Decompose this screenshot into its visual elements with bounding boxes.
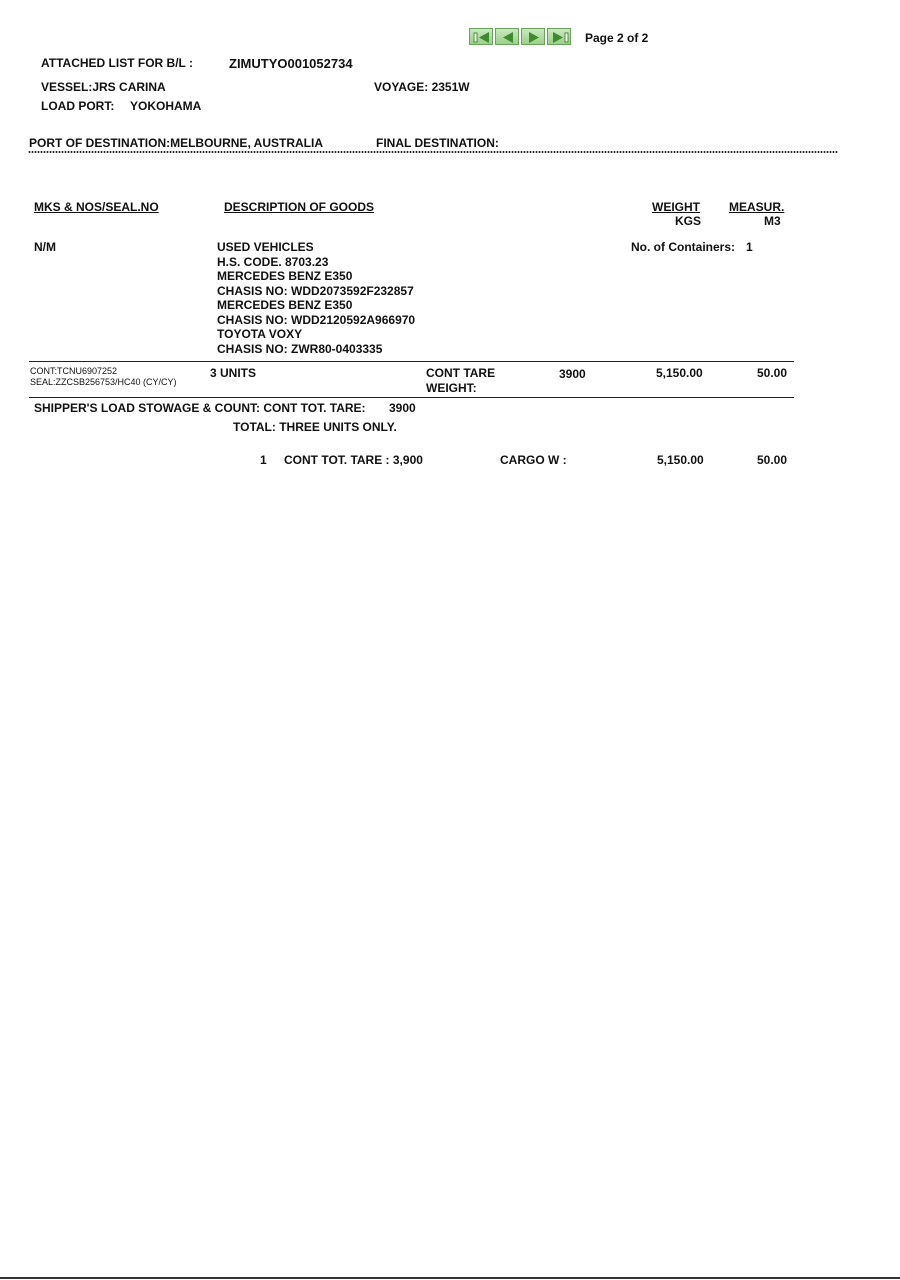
cont-tare-label-weight: WEIGHT: bbox=[426, 381, 477, 395]
goods-line: MERCEDES BENZ E350 bbox=[217, 269, 353, 283]
port-of-destination: PORT OF DESTINATION:MELBOURNE, AUSTRALIA bbox=[29, 136, 323, 150]
row-divider-top bbox=[29, 361, 794, 362]
goods-line: H.S. CODE. 8703.23 bbox=[217, 254, 329, 269]
goods-description bbox=[217, 240, 415, 356]
col-header-measure-unit: M3 bbox=[764, 214, 781, 228]
next-page-icon bbox=[522, 29, 546, 46]
cargo-marks: N/M bbox=[34, 240, 56, 254]
goods-line: MERCEDES BENZ E350 bbox=[217, 298, 353, 312]
last-page-icon bbox=[548, 29, 572, 46]
load-port: YOKOHAMA bbox=[130, 99, 202, 113]
row-divider-bottom bbox=[29, 397, 794, 398]
dotted-divider bbox=[28, 150, 838, 154]
pager-controls bbox=[469, 28, 571, 45]
col-header-marks: MKS & NOS/SEAL.NO bbox=[34, 200, 159, 214]
goods-line: CHASIS NO: WDD2120592A966970 bbox=[217, 312, 416, 327]
prev-page-icon bbox=[496, 29, 520, 46]
containers-label: No. of Containers: bbox=[631, 240, 735, 254]
stowage-value: 3900 bbox=[389, 401, 416, 415]
total-count: 1 bbox=[260, 453, 267, 467]
cargo-weight-label: CARGO W : bbox=[500, 453, 567, 467]
container-measure: 50.00 bbox=[757, 366, 788, 380]
bl-number: ZIMUTYO001052734 bbox=[229, 56, 353, 71]
vessel: VESSEL:JRS CARINA bbox=[41, 80, 166, 94]
final-destination: FINAL DESTINATION: bbox=[376, 136, 499, 150]
col-header-weight-unit: KGS bbox=[675, 214, 702, 228]
container-weight: 5,150.00 bbox=[656, 366, 703, 380]
total-measure: 50.00 bbox=[757, 453, 788, 467]
stowage-label: SHIPPER'S LOAD STOWAGE & COUNT: CONT TOT. TARE: bbox=[34, 401, 366, 415]
first-page-button[interactable] bbox=[469, 28, 493, 45]
seal-number: SEAL:ZZCSB256753/HC40 (CY/CY) bbox=[30, 377, 177, 387]
goods-line: CHASIS NO: ZWR80-0403335 bbox=[217, 341, 383, 356]
container-units: 3 UNITS bbox=[210, 366, 257, 380]
prev-page-button[interactable] bbox=[495, 28, 519, 45]
total-tare: CONT TOT. TARE : 3,900 bbox=[284, 453, 423, 467]
next-page-button[interactable] bbox=[521, 28, 545, 45]
load-port-label: LOAD PORT: bbox=[41, 99, 115, 113]
last-page-button[interactable] bbox=[547, 28, 571, 45]
first-page-icon bbox=[470, 29, 494, 46]
bl-label: ATTACHED LIST FOR B/L : bbox=[41, 56, 193, 70]
goods-line: CHASIS NO: WDD2073592F232857 bbox=[217, 283, 414, 298]
cont-tare-label: CONT TARE bbox=[426, 366, 496, 380]
cont-tare-value: 3900 bbox=[559, 367, 586, 381]
voyage: VOYAGE: 2351W bbox=[374, 80, 470, 94]
total-units: TOTAL: THREE UNITS ONLY. bbox=[233, 420, 397, 434]
col-header-measure: MEASUR. bbox=[729, 200, 785, 214]
col-header-weight: WEIGHT bbox=[652, 200, 700, 214]
containers-count: 1 bbox=[746, 240, 753, 254]
container-number: CONT:TCNU6907252 bbox=[30, 366, 118, 376]
page-indicator: Page 2 of 2 bbox=[585, 31, 649, 45]
col-header-description: DESCRIPTION OF GOODS bbox=[224, 200, 375, 214]
page-bottom-edge bbox=[0, 1277, 900, 1279]
goods-line: TOYOTA VOXY bbox=[217, 327, 303, 341]
goods-line: USED VEHICLES bbox=[217, 240, 314, 254]
total-weight: 5,150.00 bbox=[657, 453, 704, 467]
